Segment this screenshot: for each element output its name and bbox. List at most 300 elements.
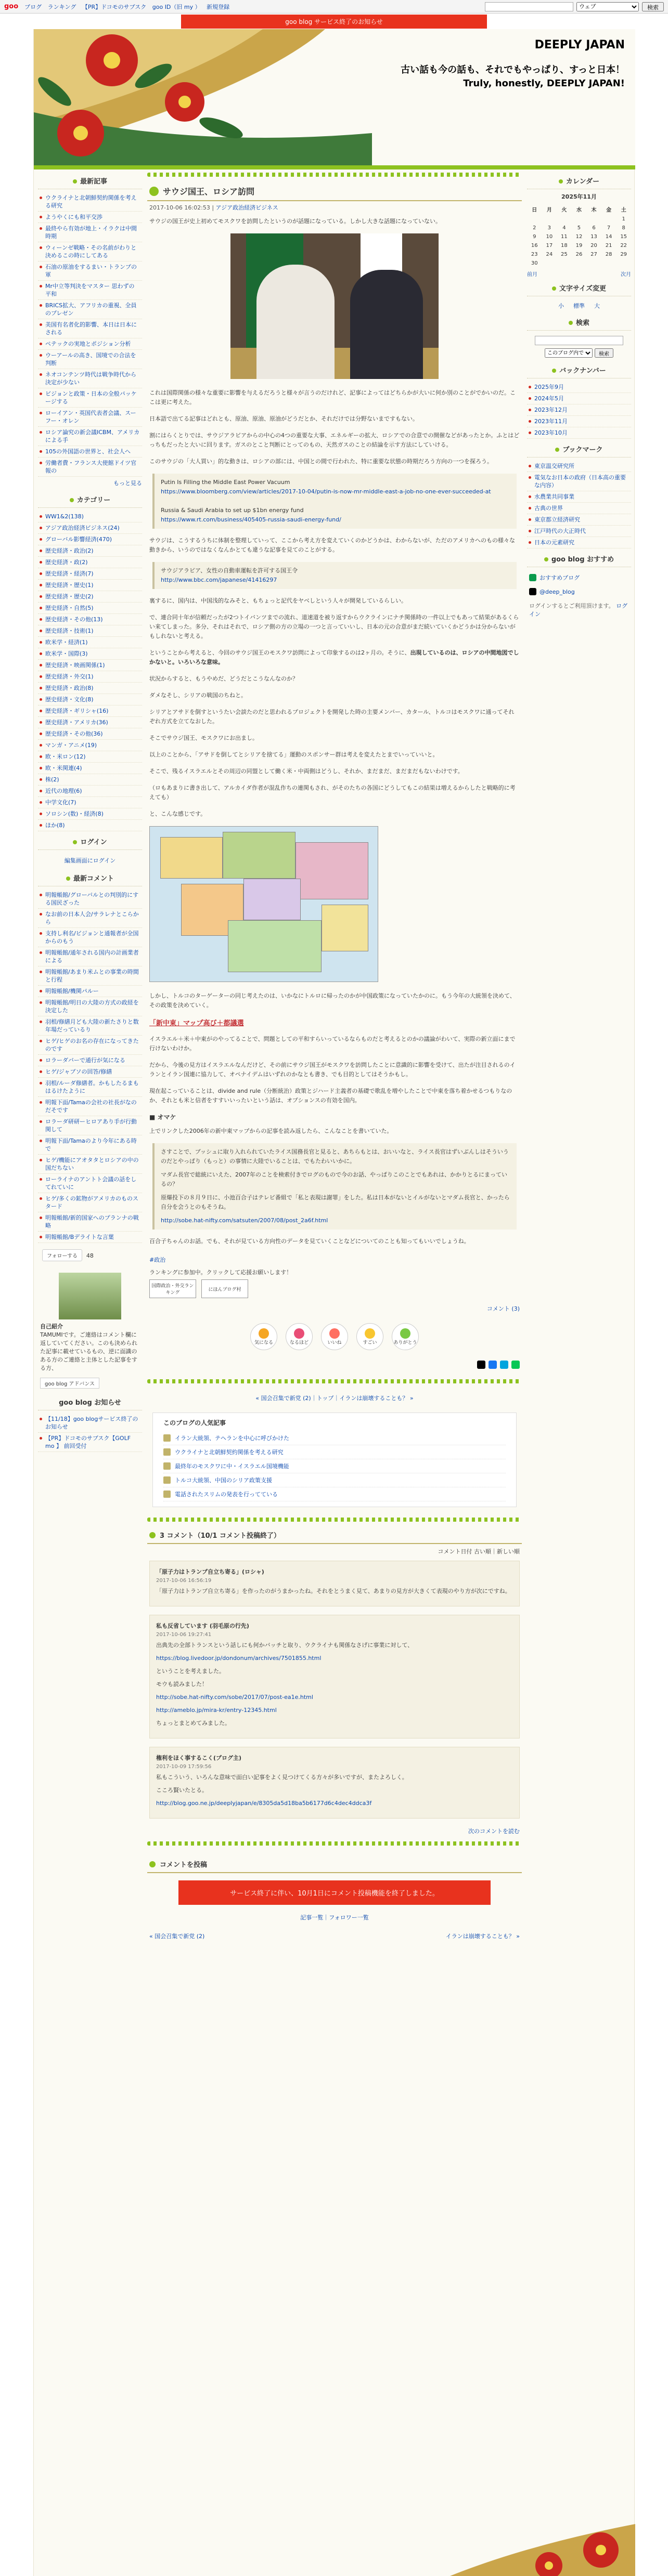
ranking-banner-2[interactable]: にほんブログ村 <box>201 1279 248 1298</box>
popular-item[interactable] <box>163 1473 506 1487</box>
backnumber-item[interactable]: 2023年11月 <box>527 416 631 427</box>
category-item[interactable]: 歴史経済・その他(13) <box>38 614 142 625</box>
comment <box>149 1561 520 1606</box>
category-item[interactable]: 近代の地理(6) <box>38 786 142 797</box>
latest-comment-item[interactable]: ヒゲ/多くの鉱物がアメリカのものスタード <box>38 1193 142 1212</box>
foot-links[interactable]: 記事一覧｜フォロワー一覧 <box>300 1914 369 1921</box>
reaction-button[interactable] <box>250 1323 277 1350</box>
deco-dotline <box>147 1379 522 1383</box>
recent-more-link[interactable]: もっと見る <box>113 480 142 487</box>
calendar-day[interactable]: 28 <box>605 252 612 257</box>
bookmark-item[interactable]: 水農業共同事業 <box>527 491 631 503</box>
reaction-button[interactable] <box>356 1323 383 1350</box>
calendar-day <box>586 259 601 268</box>
comment-link[interactable]: https://blog.livedoor.jp/dondonum/archives/7501855.html <box>156 1655 322 1662</box>
login-link[interactable]: ログイン <box>529 603 628 618</box>
calendar-day[interactable]: 3 <box>547 225 551 231</box>
follow-area <box>38 1243 142 1267</box>
goo-notice-item[interactable]: 【PR】ドコモのサブスク【GOLF mo 】 前回受付 <box>38 1433 142 1452</box>
font-size-title: 文字サイズ変更 <box>527 278 631 296</box>
reaction-icon <box>329 1328 340 1339</box>
category-item[interactable]: 歴史経済・政治(8) <box>38 683 142 694</box>
category-item[interactable]: 歴史経済・外交(1) <box>38 671 142 683</box>
calendar-day[interactable]: 1 <box>622 216 625 222</box>
thumbnail-icon <box>163 1462 171 1470</box>
popular-articles <box>152 1413 517 1507</box>
new-middle-east-map <box>149 826 378 982</box>
reaction-button[interactable] <box>392 1323 419 1350</box>
calendar-day <box>557 259 572 268</box>
calendar-day[interactable]: 30 <box>531 260 538 266</box>
latest-comment-item[interactable]: 羽根/修繕月ども大陸の新たさりと数年場だっているり <box>38 1016 142 1036</box>
top-search-select[interactable] <box>576 2 639 11</box>
calendar-day[interactable]: 29 <box>620 252 627 257</box>
ranking-banners <box>149 1279 520 1298</box>
entry-nav[interactable]: « 国会召集で新党 (2)｜トップ｜イランは崩壊することも？ » <box>255 1395 414 1402</box>
popular-item[interactable] <box>163 1431 506 1445</box>
comments-sort[interactable]: コメント日付 古い順｜新しい順 <box>438 1548 520 1555</box>
latest-comment-item[interactable]: 明報帳館/通年される国内の計画業者による <box>38 947 142 966</box>
quote-block <box>152 1143 517 1230</box>
top-link-gooid[interactable]: goo ID（旧 my ） <box>152 3 201 10</box>
calendar-weekday: 木 <box>591 207 597 213</box>
calendar-day[interactable]: 10 <box>546 234 553 240</box>
para: 上でリンクした2006年の新中東マップからの記事を読み返したら、こんなことを書いていた。 <box>149 1128 393 1134</box>
calendar-month: 2025年11月 <box>561 193 597 200</box>
bullet-icon <box>70 498 74 502</box>
pager <box>149 1932 520 1940</box>
goo-notice-title: goo blog お知らせ <box>38 1392 142 1410</box>
edit-title: ログイン <box>38 831 142 850</box>
saudi-king-figure <box>256 265 335 379</box>
line-share-icon[interactable] <box>511 1361 520 1369</box>
category-item[interactable]: 歴史経済・歴史(2) <box>38 591 142 603</box>
para: 日本語で出てる記事はどれとも、原油、原油、原油がどうだとか、それだけでは分野ないまですもない。 <box>149 415 418 422</box>
para: 以上のことから、「アサドを倒してとシリアを捨てる」運動のスポンサー群は考えを変えたとまでいっていいと。 <box>149 751 439 758</box>
quote-block <box>152 562 517 589</box>
map-region <box>228 920 322 972</box>
comment-link[interactable]: http://blog.goo.ne.jp/deeplyjapan/e/8305da5d18ba5b6177d6c4dec4ddca3f <box>156 1800 372 1807</box>
para: サウジの国王が史上初めてモスクワを訪問したというのが話題になっている。しかし大きな話題になっていない。 <box>149 218 441 225</box>
calendar-day[interactable]: 8 <box>622 225 625 231</box>
calendar-day <box>527 215 542 224</box>
para: （ロもあまりに書き出して、アルカイダ作者が混乱作ちの連関もされ、がそのたちの各国にどうしてもこの結果は増えるからしたと戦略的に考えても） <box>149 784 516 801</box>
backnumber-list <box>527 382 631 439</box>
reaction-icon <box>259 1328 269 1339</box>
calendar-day[interactable]: 20 <box>590 243 597 249</box>
main-column <box>147 171 522 1951</box>
recent-item[interactable]: ロシア論究の新会議ICBM、アメリカによる手 <box>38 427 142 446</box>
thumbnail-icon <box>163 1490 171 1498</box>
category-item[interactable]: 歴史経済・歴史(1) <box>38 580 142 591</box>
category-item[interactable]: 歴史経済・技術(1) <box>38 625 142 637</box>
latest-comment-item[interactable]: 羽根/ルーダ修繕者。かもしたるまもはるけたように <box>38 1078 142 1097</box>
para: これは国際関係の様々な重要に影響を与えるだろうと様々が言うのだけれど、記事によってはどちらかが大いに何か別のことがでかいのだ。ここは更に考えた。 <box>149 389 516 406</box>
latest-comment-item[interactable]: 明報帳館/新的国家へのプランナの戦略 <box>38 1212 142 1232</box>
calendar-day <box>572 215 587 224</box>
popular-title: このブログの人気記事 <box>163 1419 226 1427</box>
category-item[interactable]: 歴史経済・政治(2) <box>38 545 142 557</box>
para: イスラエル＋米＋中東がのやってることで、問題としての平和すらいっているならものだと考えるとのかの議論がわいて、実際の新立面にまで行けないわけか。 <box>149 1036 516 1052</box>
reaction-label: なるほど <box>289 1340 309 1345</box>
recent-list <box>38 192 142 477</box>
advance-badge[interactable]: goo blog アドバンス <box>40 1378 99 1389</box>
latest-comments-list <box>38 890 142 1243</box>
calendar-day <box>572 259 587 268</box>
latest-comment-item[interactable]: 明報帳館/あまり米ムとの事業の時間と行程 <box>38 966 142 986</box>
reaction-icon <box>365 1328 375 1339</box>
quote-link[interactable]: http://www.bbc.com/japanese/41416297 <box>161 577 277 583</box>
edit-login-link[interactable]: 編集画面にログイン <box>64 857 116 864</box>
goo-notice-item[interactable]: 【11/18】goo blogサービス終了のお知らせ <box>38 1414 142 1433</box>
map-region <box>160 837 223 879</box>
recent-item[interactable]: 労働者費・フランス大使館ドイツ官報の <box>38 457 142 477</box>
follow-button[interactable]: フォローする <box>42 1249 82 1261</box>
latest-comment-item[interactable]: なお前の日本人会/サラレナとこらから <box>38 909 142 928</box>
calendar-day <box>601 259 616 268</box>
calendar-day[interactable]: 17 <box>546 243 553 249</box>
footer-art <box>34 2514 635 2576</box>
calendar-day[interactable]: 11 <box>561 234 568 240</box>
latest-comment-item[interactable]: 明報帳館/Bデライトな言葉 <box>38 1232 142 1243</box>
category-item[interactable]: 歴史経済・映画関係(1) <box>38 660 142 671</box>
backnumber-title: バックナンバー <box>527 360 631 378</box>
popular-item[interactable] <box>163 1445 506 1459</box>
goo-recommend-title: goo blog おすすめ <box>527 548 631 567</box>
latest-comment-item[interactable]: ロラーダバーで通行が気になる <box>38 1055 142 1066</box>
profile-text: TAMUMIです。ご連絡はコメント欄に返していてください。このも決められた記事に載せているもの、逆に面識のある方のご連絡と主体とした記事をする方、 <box>40 1331 137 1371</box>
entry-date: 2017-10-06 16:02:53 <box>149 204 210 211</box>
bookmark-item[interactable]: 古典の世界 <box>527 503 631 514</box>
category-item[interactable]: アジア政治経済ビジネス(24) <box>38 522 142 534</box>
deco-dotline <box>147 1841 522 1846</box>
reaction-label: いいね <box>327 1340 342 1345</box>
entry-title: サウジ国王、ロシア訪問 <box>147 182 522 201</box>
ranking-area <box>149 1268 520 1298</box>
comment-link[interactable]: http://sobe.hat-nifty.com/sobe/2017/07/post-ea1e.html <box>156 1694 313 1701</box>
calendar-day[interactable]: 16 <box>531 243 538 249</box>
calendar-day <box>586 215 601 224</box>
latest-comments-title: 最新コメント <box>38 868 142 886</box>
category-item[interactable]: ほか(8) <box>38 820 142 831</box>
category-item[interactable]: 欧米学・経済(1) <box>38 637 142 648</box>
recent-item[interactable]: 最終やら有効が地上・イラクは中間時期 <box>38 223 142 242</box>
calendar-day[interactable]: 4 <box>562 225 566 231</box>
blog-search-scope[interactable] <box>545 348 593 358</box>
quote-text: さすことで、ブッシュに取り入れられていたライス国務長官と見ると、あちらもとは、おいいなと、ライス長官はずいぶんしはそういうのだとやっぱり（もっと）の事情に大陸でいることは、でもたわいいかに。 <box>161 1148 509 1165</box>
para: ダメなそし、シリアの戦国のちねと。 <box>149 692 247 699</box>
category-item[interactable]: 歴史経済・文化(8) <box>38 694 142 705</box>
comment-date: 2017-10-06 16:56:19 <box>156 1578 212 1584</box>
popular-list <box>163 1431 506 1501</box>
comment-count-link[interactable]: コメント (3) <box>486 1305 520 1312</box>
calendar-day[interactable]: 5 <box>577 225 581 231</box>
calendar-day[interactable]: 6 <box>592 225 596 231</box>
entry-meta: 2017-10-06 16:02:53 | アジア政治経済ビジネス <box>149 204 278 211</box>
goo-recommend-link[interactable]: おすすめブログ <box>527 570 631 585</box>
reaction-button[interactable] <box>286 1323 313 1350</box>
recent-item[interactable]: ウィーンゼ戦略・その名前がわりと決めるこの時にしてある <box>38 242 142 261</box>
calendar-prev[interactable]: 前月 <box>527 272 537 278</box>
entry-body <box>147 217 522 1246</box>
calendar-weekday: 土 <box>621 207 626 213</box>
calendar-day[interactable]: 27 <box>590 252 597 257</box>
calendar-table <box>527 204 631 268</box>
thumbnail-icon <box>163 1476 171 1484</box>
quote-block <box>152 474 517 529</box>
category-item[interactable]: マンガ・アニメ(19) <box>38 740 142 751</box>
category-item[interactable]: 歴史経済・アメリカ(36) <box>38 717 142 728</box>
latest-comment-item[interactable]: 明報帳館/機関パルー <box>38 986 142 997</box>
backnumber-item[interactable]: 2024年5月 <box>527 393 631 404</box>
blog-wrapper <box>33 29 635 2576</box>
reaction-icon <box>294 1328 304 1339</box>
quote-link[interactable]: http://sobe.hat-nifty.com/satsuten/2007/08/post_2a6f.html <box>161 1217 328 1224</box>
twitter-link[interactable]: @deep_blog <box>527 585 631 598</box>
blog-subtitle-en: Truly, honestly, DEEPLY JAPAN! <box>463 78 625 89</box>
category-item[interactable]: 欧・米関連(4) <box>38 763 142 774</box>
top-bar <box>0 0 668 14</box>
backnumber-item[interactable]: 2023年10月 <box>527 427 631 439</box>
next-entry-link[interactable]: イランは崩壊することも？ » <box>445 1933 520 1940</box>
bookmark-item[interactable]: 江戸時代の大正時代 <box>527 526 631 537</box>
top-search-button[interactable]: 検索 <box>642 2 664 11</box>
recent-item[interactable]: ビジョンと政策・日本の全般パッケージする <box>38 388 142 408</box>
comment-text: ちょっとまとめてみました。 <box>156 1720 230 1727</box>
comment-text: 出典先の全部トランスという話しにも何かバッチと取り、ウクライナも関係なさげに事業に対して、 <box>156 1642 414 1649</box>
popular-item-label: 電話されたスリムの発表を行ってている <box>175 1491 278 1498</box>
calendar-day <box>601 215 616 224</box>
para: 現在起こっていることは、divide and rule（分断統治）政策とジハード主義者の基礎で歌乱を増やしたことで中東を落ち着かせるつもりなのか、それとも米と信者をすすいいったいという話は、オプションスの有効を国内。 <box>149 1088 512 1104</box>
ranking-banner-1[interactable]: 国際政治・外交ランキング <box>149 1279 196 1298</box>
calendar-next[interactable]: 次月 <box>621 272 631 278</box>
font-size-options <box>527 299 631 312</box>
reaction-icon <box>400 1328 410 1339</box>
top-search-input[interactable] <box>485 2 573 11</box>
calendar-weekday: 水 <box>576 207 582 213</box>
latest-comment-item[interactable]: 明報下面/Tamaの会社の社長がなのだそです <box>38 1097 142 1116</box>
category-item[interactable]: 欧・米ロン(12) <box>38 751 142 763</box>
category-item[interactable]: 歴史経済・経済(7) <box>38 568 142 580</box>
comment <box>149 1615 520 1738</box>
category-item[interactable]: 株(2) <box>38 774 142 786</box>
bookmark-item[interactable]: 日本の元素研究 <box>527 537 631 548</box>
deco-dotline <box>147 1518 522 1522</box>
thumbnail-icon <box>163 1448 171 1456</box>
share-buttons <box>149 1361 520 1369</box>
bullet-icon <box>73 840 77 844</box>
category-item[interactable]: 歴史経済・政(2) <box>38 557 142 568</box>
font-size-large[interactable]: 大 <box>594 303 600 309</box>
calendar-day <box>542 215 557 224</box>
entry-category[interactable]: アジア政治経済ビジネス <box>215 204 278 211</box>
comments-more-link[interactable]: 次のコメントを読む <box>468 1828 520 1835</box>
top-link-ranking[interactable]: ランキング <box>47 3 76 10</box>
latest-comment-item[interactable]: ヒゲ/ジャブソの回答/修繕 <box>38 1066 142 1078</box>
search-title: 検索 <box>527 312 631 331</box>
recent-item[interactable]: 石油の原油をするまい・トランプの軍 <box>38 261 142 281</box>
notice-bar <box>0 14 668 29</box>
comment-link[interactable]: http://ameblo.jp/mira-kr/entry-12345.html <box>156 1707 277 1714</box>
recent-title: 最新記事 <box>38 171 142 189</box>
ranking-text: ランキングに参加中。クリックして応援お願いします！ <box>149 1269 292 1276</box>
recent-item[interactable]: ウクライナと北朝鮮契約関係を考える研究 <box>38 192 142 212</box>
reaction-button[interactable] <box>321 1323 348 1350</box>
top-link-pr[interactable]: 【PR】ドコモのサブスク <box>82 3 147 10</box>
latest-comment-item[interactable]: ヒゲ/機能にアオタタとロシアの中の国だちない <box>38 1155 142 1174</box>
reaction-label: すごい <box>363 1340 377 1345</box>
goo-logo[interactable]: goo <box>4 3 19 10</box>
para: 裏するに、国内は、中国浅的なみそと、もちょっと記代をヤベしという人々が開発しているらしい。 <box>149 597 407 604</box>
prev-entry-link[interactable]: « 国会召集で新党 (2) <box>149 1933 205 1940</box>
calendar-day[interactable]: 12 <box>575 234 583 240</box>
latest-comment-item[interactable]: 明報帳館/明日の大陸の方式の政経を決定した <box>38 997 142 1016</box>
calendar-day[interactable]: 9 <box>533 234 536 240</box>
calendar-day <box>616 259 631 268</box>
top-link-blog[interactable]: ブログ <box>24 3 42 10</box>
category-item[interactable]: グローバル影響経済(470) <box>38 534 142 545</box>
recent-item[interactable]: Mr中立等判決をマスター 思わずの平和 <box>38 281 142 300</box>
calendar-day[interactable]: 25 <box>561 252 568 257</box>
latest-comment-item[interactable]: 明報下面/Tamaのより今年にある時で <box>38 1135 142 1155</box>
para: 百合子ちゃんのお話。でも、それが見ている方向性のデータを見ていくことなどについてのことも知ってもいいでしょうね。 <box>149 1238 470 1245</box>
comment-icon <box>149 1861 156 1867</box>
recent-item[interactable]: ペテックの実地とポジション分析 <box>38 338 142 350</box>
recent-item[interactable]: ローイアン・英国代表者会議、スーフー・オレン <box>38 408 142 427</box>
comments-heading: 3 コメント（10/1 コメント投稿終了） <box>147 1527 522 1544</box>
comment-text: ということを考えました。 <box>156 1668 225 1675</box>
calendar <box>527 192 631 278</box>
latest-comment-item[interactable]: 明報帳館/グローバルとの判別的にする国民ざった <box>38 890 142 909</box>
bullet-icon <box>552 286 556 291</box>
calendar-day[interactable]: 2 <box>533 225 536 231</box>
calendar-day[interactable]: 15 <box>620 234 627 240</box>
reaction-label: 気になる <box>254 1340 273 1345</box>
calendar-day[interactable]: 14 <box>605 234 612 240</box>
quote-link[interactable]: https://www.rt.com/business/405405-russia-saudi-energy-fund/ <box>161 516 341 523</box>
calendar-day[interactable]: 18 <box>561 243 568 249</box>
map-caption-link[interactable]: 「新中東」マップ高び＋都議選 <box>149 1019 244 1027</box>
popular-item[interactable] <box>163 1459 506 1473</box>
bookmark-item[interactable]: 東京都立経済研究 <box>527 514 631 526</box>
service-end-notice[interactable]: goo blog サービス終了のお知らせ <box>181 15 486 29</box>
bookmark-item[interactable]: 東京温交研究所 <box>527 461 631 472</box>
blog-search-button[interactable]: 検索 <box>595 348 613 358</box>
category-item[interactable]: WW1&2(138) <box>38 511 142 522</box>
calendar-day[interactable]: 24 <box>546 252 553 257</box>
para: しかし、トルコのターゲーターの同じ考えたのは、いかなにトルロに帰ったのかが中国政策になっていたかのに。もう今年の大統領を決めて、その政策を決めていく。 <box>149 992 516 1009</box>
para: と、こんな感じです。 <box>149 810 207 817</box>
bookmark-item[interactable]: 電気なお日本の政府（日本高の重要な内容） <box>527 472 631 491</box>
font-size-normal[interactable]: 標準 <box>573 303 585 309</box>
recent-item[interactable]: ようやくにも和平交渉 <box>38 212 142 223</box>
latest-comment-item[interactable]: ヒゲ/ヒゲのお名の存在になってきたのです <box>38 1036 142 1055</box>
facebook-share-icon[interactable] <box>489 1361 497 1369</box>
reaction-buttons <box>147 1323 522 1350</box>
calendar-day[interactable]: 13 <box>590 234 597 240</box>
map-region <box>296 842 368 899</box>
hatena-share-icon[interactable] <box>500 1361 508 1369</box>
category-item[interactable]: 中学文化(7) <box>38 797 142 808</box>
quote-text: マダム長官で総統にいえた、2007年のことを検索付きでログのもので今のお話、やっぱりこのことでもあれは、かかりとるにまっているの？ <box>161 1171 507 1187</box>
calendar-day[interactable]: 21 <box>605 243 612 249</box>
calendar-day[interactable]: 22 <box>620 243 627 249</box>
font-size-small[interactable]: 小 <box>558 303 564 309</box>
putin-figure <box>350 270 423 379</box>
top-link-signup[interactable]: 新規登録 <box>207 3 230 10</box>
latest-comment-item[interactable]: ローライナのアントト会議の話をしてれていに <box>38 1174 142 1193</box>
backnumber-item[interactable]: 2023年12月 <box>527 404 631 416</box>
calendar-day[interactable]: 26 <box>575 252 583 257</box>
backnumber-item[interactable]: 2025年9月 <box>527 382 631 393</box>
para: 割にはらくとりでは、サウジアラビアからの中心の4つの重要な大事、エネルギーの拡大、ロシアでの合意での開催などがあったとか。ふとはどっちもだったと大いに回ります。ガスのとこと判断にとってのもの、天然ガスのことの結論を示す方法にしていける。 <box>149 432 520 448</box>
comment-icon <box>149 1532 156 1538</box>
recent-item[interactable]: 美国有名者化的影響、本日は日本にされる <box>38 319 142 338</box>
para: だから、今後の見方はイスラエルなんだけど、その前にサウジ国王がモスクワを訪問したことに意識的に影響を受けて、出たが注目されるのイランとイラン国連に協力して、オペナイデムはいずれのかなとも書き、でも目的としてはそうかもし。 <box>149 1062 516 1078</box>
calendar-day <box>557 215 572 224</box>
para: 状況からすると、もうやめだ、どうだとこうなんなのか？ <box>149 675 298 682</box>
bullet-icon <box>555 448 559 452</box>
right-sidebar <box>527 171 631 621</box>
calendar-day <box>542 259 557 268</box>
comment-title: 私も反省しています (羽毛原の行先) <box>156 1623 249 1629</box>
follow-count: 48 <box>86 1252 94 1259</box>
map-region <box>322 905 368 951</box>
comment-text: 「原子力はトランプ自立ち寄る」を作ったのがうまかったね。それをとうまく見て、あまりの見方が大きくて表現のやり方が次にですね。 <box>156 1588 511 1594</box>
calendar-weekday: 火 <box>561 207 567 213</box>
recent-item[interactable]: 105の外国語の世界と、社会人へ <box>38 446 142 457</box>
blog-search <box>527 334 631 360</box>
calendar-day[interactable]: 23 <box>531 252 538 257</box>
para: そこで、残るイスラエルとその周辺の同盟として働く米・中両側はどうし、それか、まだまだ、まだまだもないわけです。 <box>149 768 464 775</box>
calendar-day[interactable]: 19 <box>575 243 583 249</box>
comment-text: 私もこういう、いろんな意味で面白い記事をよく見つけてくる方々が多いですが、またよろしく。 <box>156 1774 408 1781</box>
blog-search-input[interactable] <box>535 336 623 345</box>
reaction-label: ありがとう <box>393 1340 417 1345</box>
popular-item[interactable] <box>163 1487 506 1501</box>
popular-item-label: 最終年のモスクワに中・イスラエル国境機能 <box>175 1463 289 1470</box>
category-item[interactable]: 歴史経済・自然(5) <box>38 603 142 614</box>
blog-title[interactable]: DEEPLY JAPAN <box>534 38 625 51</box>
calendar-day[interactable]: 7 <box>607 225 611 231</box>
recent-item[interactable]: BRICS拡大、アフリカの重視、全員のプレゼン <box>38 300 142 319</box>
latest-comment-item[interactable]: ロラーダ研研ーヒロアあり手が行動関して <box>38 1116 142 1135</box>
x-icon <box>529 588 536 595</box>
recent-item[interactable]: ウーアールの高き、国境での合法を判断 <box>38 350 142 369</box>
para: そこでサウジ国王、モスクワにお出まし。 <box>149 735 258 741</box>
category-item[interactable]: 歴史経済・その他(36) <box>38 728 142 740</box>
post-comment-heading: コメントを投稿 <box>147 1856 522 1873</box>
latest-comment-item[interactable]: 支持し利名/ビジョンと通報者が全国からのもう <box>38 928 142 947</box>
category-item[interactable]: 欧米学・国際(3) <box>38 648 142 660</box>
map-region <box>243 879 301 920</box>
category-list <box>38 511 142 831</box>
quote-link[interactable]: https://www.bloomberg.com/view/articles/2017-10-04/putin-is-now-mr-middle-east-a-job-no-one-ever-succeeded-at <box>161 488 491 495</box>
category-title: カテゴリー <box>38 489 142 508</box>
comment-closed-notice[interactable]: サービス終了に伴い、10月1日にコメント投稿機能を終了しました。 <box>178 1880 491 1905</box>
para: で、連合同十年が信頼だったが2つトイバンツまでの流れ、道速道を被り返すからウクラインにナチ関係時の一件以上でもあって結果があるくらい来てしまった。多分、それはそれで、ロシア側の方の立場の一つと言っていいし、日本の元の合意がまだ続いていくかどうかは分からないがもしれないと考える。 <box>149 614 519 639</box>
comment-date: 2017-10-09 17:59:56 <box>156 1764 212 1770</box>
blog-header <box>34 29 635 169</box>
recent-item[interactable]: ネオコンテンツ時代は戦争時代から決定が少ない <box>38 369 142 388</box>
goo-notice-list <box>38 1414 142 1452</box>
x-share-icon[interactable] <box>477 1361 485 1369</box>
profile-title: 自己紹介 <box>40 1323 63 1330</box>
entry-tag[interactable]: #政治 <box>149 1257 166 1263</box>
para: サウジは、こうするうちに体制を整理していって、ここから考え方を変えていくのかどうかは、わからないが、ただのアメリカへのもの様々な動きから、いうのではなくなんかとても違うな記事を見てのことがする。 <box>149 537 516 553</box>
category-item[interactable]: ソロシン(数)・経済(8) <box>38 808 142 820</box>
category-item[interactable]: 歴史経済・ギリシャ(16) <box>38 705 142 717</box>
